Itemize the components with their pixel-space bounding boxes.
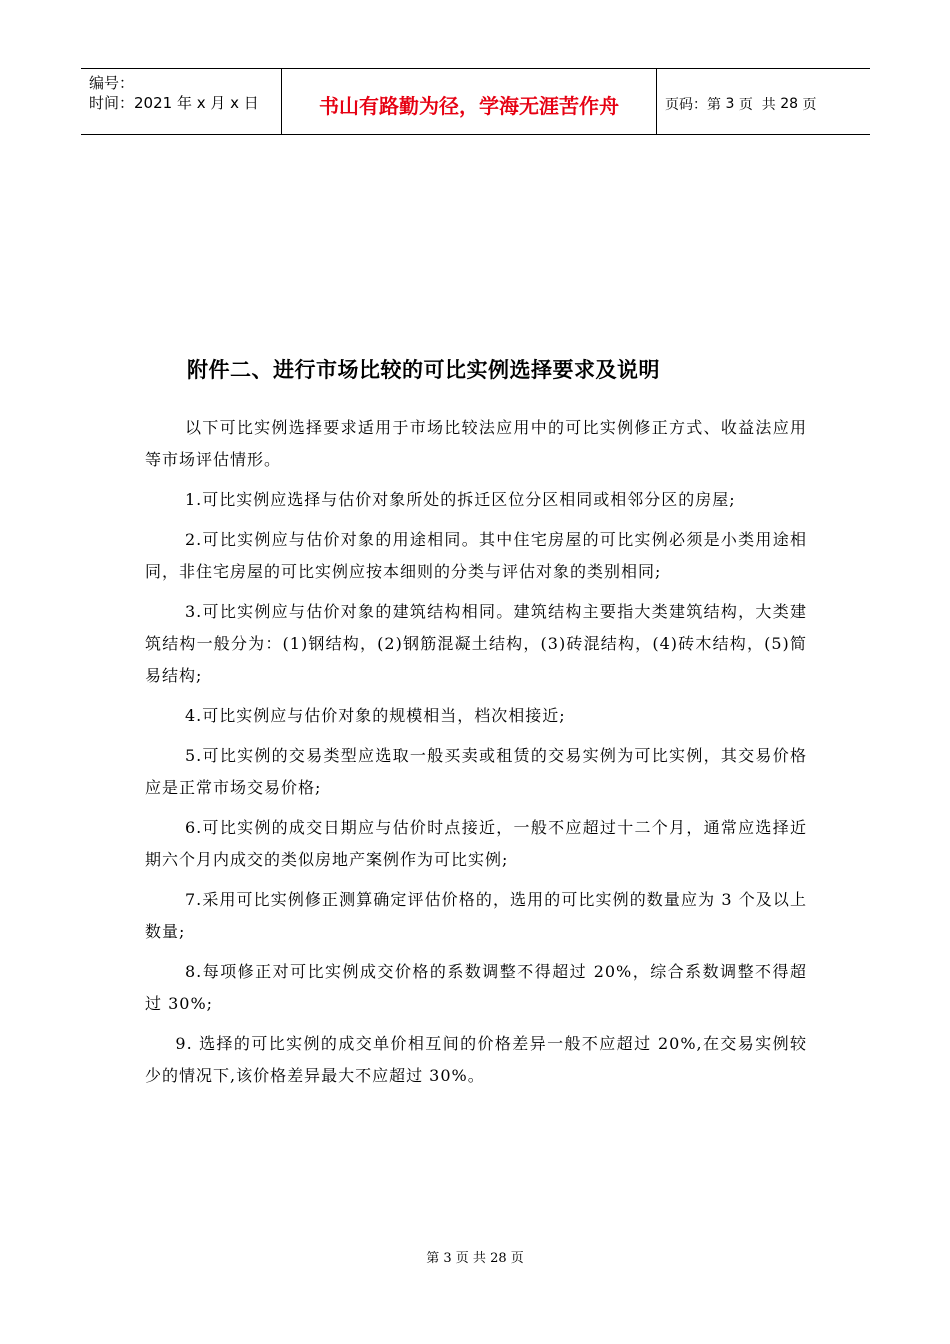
time-label: 时间：2021 年 x 月 x 日 bbox=[89, 94, 259, 112]
document-title: 附件二、进行市场比较的可比实例选择要求及说明 bbox=[187, 358, 660, 382]
paragraph-item-7: 7.采用可比实例修正测算确定评估价格的，选用的可比实例的数量应为 3 个及以上数量; bbox=[145, 890, 807, 941]
header-page-code bbox=[657, 69, 870, 134]
paragraph-intro: 以下可比实例选择要求适用于市场比较法应用中的可比实例修正方式、收益法应用等市场评估情形。 bbox=[145, 418, 807, 469]
paragraph-item-4: 4.可比实例应与估价对象的规模相当，档次相接近; bbox=[185, 706, 566, 725]
paragraph-item-2: 2.可比实例应与估价对象的用途相同。其中住宅房屋的可比实例必须是小类用途相同，非住宅房屋的可比实例应按本细则的分类与评估对象的类别相同; bbox=[145, 530, 807, 581]
number-label: 编号： bbox=[89, 74, 135, 92]
footer-page-current: 3 bbox=[443, 1251, 452, 1266]
footer-page-total: 28 bbox=[490, 1251, 507, 1266]
page-footer bbox=[0, 1247, 950, 1266]
footer-suffix: 页 bbox=[506, 1251, 524, 1266]
page-code-current: 3 bbox=[725, 95, 735, 112]
paragraph-item-8: 8.每项修正对可比实例成交价格的系数调整不得超过 20%，综合系数调整不得超过 30%; bbox=[145, 962, 807, 1013]
footer-prefix: 第 bbox=[426, 1251, 444, 1266]
header-motto: 书山有路勤为径，学海无涯苦作舟 bbox=[282, 69, 657, 134]
page-code-total: 28 bbox=[780, 95, 799, 112]
paragraph-item-6: 6.可比实例的成交日期应与估价时点接近，一般不应超过十二个月，通常应选择近期六个月内成交的类似房地产案例作为可比实例; bbox=[145, 818, 807, 869]
page-header bbox=[81, 68, 870, 135]
document-body bbox=[145, 412, 807, 1100]
page-code-mid: 页 共 bbox=[734, 96, 781, 113]
footer-mid: 页 共 bbox=[451, 1251, 491, 1266]
paragraph-item-3: 3.可比实例应与估价对象的建筑结构相同。建筑结构主要指大类建筑结构，大类建筑结构一般分为：(1)钢结构，(2)钢筋混凝土结构，(3)砖混结构，(4)砖木结构，(5)简易结构; bbox=[145, 602, 807, 685]
paragraph-item-1: 1.可比实例应选择与估价对象所处的拆迁区位分区相同或相邻分区的房屋; bbox=[185, 490, 736, 509]
page-code-prefix: 页码：第 bbox=[665, 96, 726, 113]
header-meta bbox=[81, 69, 282, 134]
page-code-suffix: 页 bbox=[798, 96, 817, 113]
paragraph-item-9: 9. 选择的可比实例的成交单价相互间的价格差异一般不应超过 20%,在交易实例较少的情况下,该价格差异最大不应超过 30%。 bbox=[145, 1034, 807, 1085]
paragraph-item-5: 5.可比实例的交易类型应选取一般买卖或租赁的交易实例为可比实例，其交易价格应是正常市场交易价格; bbox=[145, 746, 807, 797]
